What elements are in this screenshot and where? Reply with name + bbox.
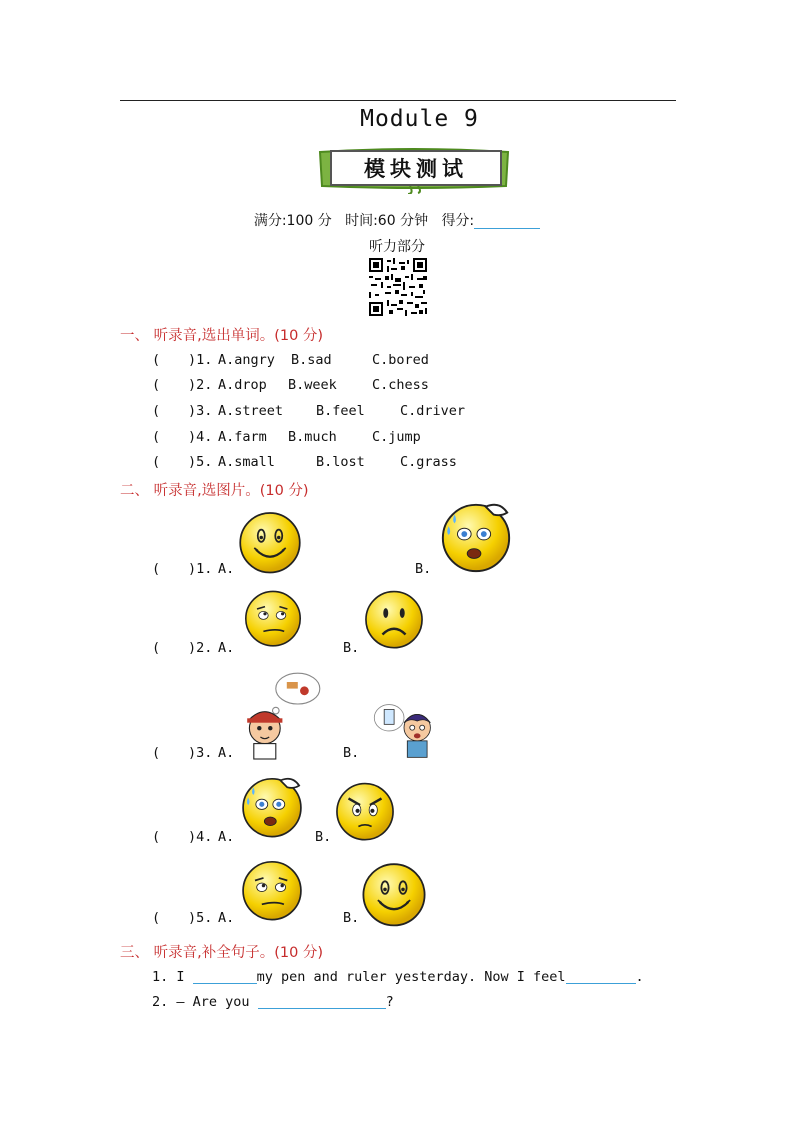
option-b[interactable]: B.week	[288, 377, 337, 393]
question-number: )5.	[188, 454, 213, 470]
question-number: )5.	[188, 910, 213, 926]
word-question-row	[152, 352, 572, 370]
answer-paren[interactable]: (	[152, 429, 161, 445]
answer-paren[interactable]: (	[152, 561, 161, 577]
section3-heading: 三、 听录音,补全句子。(10 分)	[120, 945, 324, 961]
option-a[interactable]: A.	[218, 640, 235, 656]
answer-paren[interactable]: (	[152, 454, 161, 470]
word-question-row	[152, 377, 572, 395]
bored-face-icon[interactable]	[236, 585, 310, 649]
score-label: 得分:	[441, 213, 475, 229]
sentence-2: 2. — Are you ?	[152, 994, 394, 1010]
option-b[interactable]: B.	[343, 640, 360, 656]
section2-heading: 二、 听录音,选图片。(10 分)	[120, 483, 309, 499]
score-blank[interactable]	[474, 214, 540, 229]
answer-blank-2[interactable]	[258, 995, 386, 1009]
answer-paren[interactable]: (	[152, 745, 161, 761]
sad-face-icon[interactable]	[358, 585, 430, 651]
listening-label: 听力部分	[369, 239, 425, 255]
option-a[interactable]: A.	[218, 910, 235, 926]
sweating-face-icon[interactable]	[234, 772, 310, 840]
question-number: )4.	[188, 829, 213, 845]
option-a[interactable]: A.small	[218, 454, 275, 470]
option-c[interactable]: C.bored	[372, 352, 429, 368]
qr-code-icon	[369, 258, 427, 316]
option-c[interactable]: C.grass	[400, 454, 457, 470]
answer-paren[interactable]: (	[152, 377, 161, 393]
word-question-row	[152, 454, 572, 472]
question-number: )2.	[188, 640, 213, 656]
option-a[interactable]: A.	[218, 561, 235, 577]
sentence-1: 1. I my pen and ruler yesterday. Now I feel .	[152, 969, 644, 985]
answer-paren[interactable]: (	[152, 829, 161, 845]
answer-paren[interactable]: (	[152, 403, 161, 419]
score-meta	[0, 210, 794, 230]
option-a[interactable]: A.	[218, 829, 235, 845]
option-b[interactable]: B.sad	[291, 352, 332, 368]
option-a[interactable]: A.	[218, 745, 235, 761]
sweating-face-icon[interactable]	[432, 497, 520, 575]
option-a[interactable]: A.street	[218, 403, 284, 419]
answer-paren[interactable]: (	[152, 352, 161, 368]
word-question-row	[152, 403, 572, 421]
question-number: )3.	[188, 745, 213, 761]
happy-face-icon[interactable]	[235, 506, 305, 576]
option-a[interactable]: A.angry	[218, 352, 275, 368]
option-a[interactable]: A.drop	[218, 377, 267, 393]
answer-paren[interactable]: (	[152, 640, 161, 656]
option-c[interactable]: C.chess	[372, 377, 429, 393]
question-number: )1.	[188, 561, 213, 577]
hungry-boy-icon[interactable]	[234, 670, 322, 760]
option-b[interactable]: B.lost	[316, 454, 365, 470]
option-c[interactable]: C.driver	[400, 403, 466, 419]
bored-face-icon[interactable]	[236, 855, 308, 923]
answer-blank-1b[interactable]	[566, 970, 636, 984]
question-number: )3.	[188, 403, 213, 419]
answer-paren[interactable]: (	[152, 910, 161, 926]
answer-blank-1a[interactable]	[193, 970, 257, 984]
thirsty-boy-icon[interactable]	[358, 693, 450, 759]
option-b[interactable]: B.	[415, 561, 432, 577]
banner	[316, 146, 512, 194]
time-limit: 时间:60 分钟	[345, 213, 429, 229]
option-c[interactable]: C.jump	[372, 429, 421, 445]
word-question-row	[152, 429, 572, 447]
top-rule	[120, 100, 676, 101]
option-b[interactable]: B.	[343, 910, 360, 926]
banner-text: 模块测试	[330, 150, 502, 186]
angry-face-icon[interactable]	[330, 777, 400, 843]
option-a[interactable]: A.farm	[218, 429, 267, 445]
option-b[interactable]: B.feel	[316, 403, 365, 419]
section1-heading: 一、 听录音,选出单词。(10 分)	[120, 328, 324, 344]
option-b[interactable]: B.much	[288, 429, 337, 445]
question-number: )1.	[188, 352, 213, 368]
page-title: Module 9	[360, 106, 479, 132]
full-score: 满分:100 分	[253, 213, 332, 229]
question-number: )4.	[188, 429, 213, 445]
happy-face-icon[interactable]	[358, 857, 430, 929]
option-b[interactable]: B.	[315, 829, 332, 845]
question-number: )2.	[188, 377, 213, 393]
option-b[interactable]: B.	[343, 745, 360, 761]
